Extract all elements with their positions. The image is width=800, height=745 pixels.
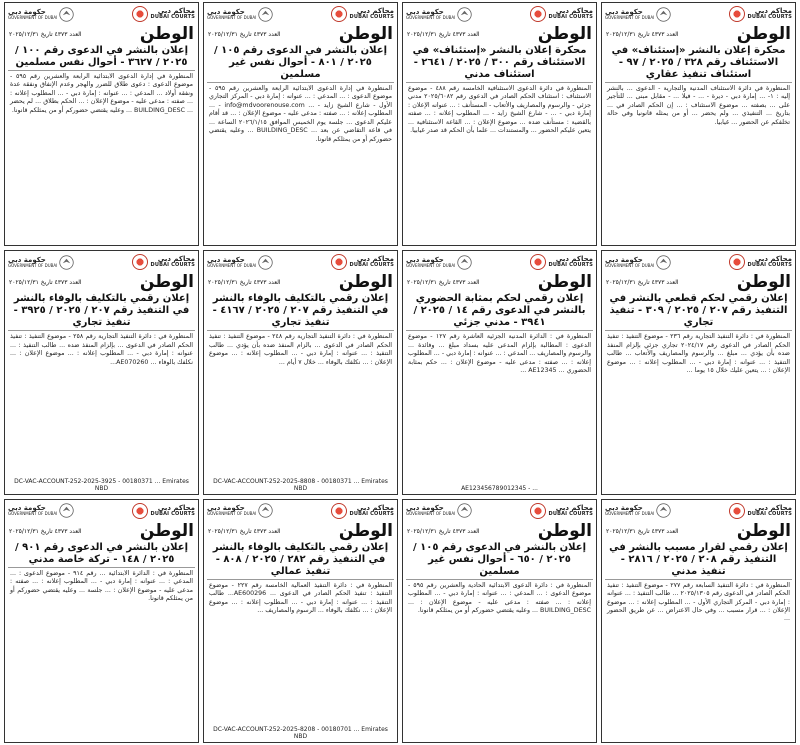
notice-body: المنظورة في : دائرة التنفيذ التجارية رقم ٢٥٨ - موضوع التنفيذ : تنفيذ الحكم الصادر في الدعوى ... بإلزام المنفذ ضده ... طالب التنفيذ : ... عنوانه : إمارة دبي - ... المطلوب إعلانه : ... موضوع الإعلان : ... نكلفك بالوفاء ... AE070260... — [10, 333, 193, 366]
government-logo — [207, 503, 273, 518]
notice-footer: DC-VAC-ACCOUNT-252-2025-8208 - 00180701 ... Emirates NBD — [213, 725, 388, 740]
courts-emblem-icon — [530, 254, 546, 270]
gov-name-en: GOVERNMENT OF DUBAI — [8, 262, 58, 268]
issue-line: العدد ٤٣٧٣ تاريخ ٢٠٢٥/١٢/٣١ — [9, 279, 82, 287]
gov-name-en: GOVERNMENT OF DUBAI — [406, 14, 456, 20]
issue-line: العدد ٤٣٧٣ تاريخ ٢٠٢٥/١٢/٣١ — [208, 527, 281, 535]
brand-title: الوطن — [537, 272, 592, 293]
falcon-emblem-icon — [258, 503, 273, 518]
notice-title: إعلان بالنشر في الدعوى رقم ٩٠١ / ٢٠٢٥ / ١٤٨ - تركة خاصة مدني — [8, 540, 195, 568]
notice-card — [601, 2, 796, 246]
brand-title: الوطن — [338, 520, 393, 541]
falcon-emblem-icon — [656, 503, 671, 518]
dubai-courts-logo — [132, 254, 195, 270]
brand-title: الوطن — [338, 24, 393, 44]
notice-title: إعلان رقمي بالتكليف بالوفاء بالنشر في التنفيذ رقم ٢٨٢ / ٢٠٢٥ / ٨٠٨ - تنفيذ عمالي — [207, 540, 394, 580]
brand-title: الوطن — [139, 24, 194, 44]
courts-emblem-icon — [530, 503, 546, 519]
court-name-ar: محاكم دبي — [754, 503, 792, 512]
notice-body: المنظورة في : دائرة التنفيذ العمالية الخامسة رقم ٢٢٧ - موضوع التنفيذ : تنفيذ الحكم الصادر في الدعوى ... AE600296... طالب التنفيذ : ... عنوانه : إمارة دبي - ... المطلوب إعلانه : ... موضوع الإعلان : ... نكلفك بالوفاء ... الرسوم والمصاريف ... — [209, 581, 392, 614]
court-name-ar: محاكم دبي — [157, 503, 195, 512]
notice-title: إعلان رقمي لحكم بمثابة الحضوري بالنشر في الدعوى رقم ١٤ / ٢٠٢٥ / ٣٩٤١ - مدني جزئي — [406, 291, 593, 331]
government-logo — [207, 7, 273, 22]
notice-title: إعلان رقمي بالتكليف بالوفاء بالنشر في التنفيذ رقم ٢٠٧ / ٢٠٢٥ / ٣٩٢٥ - تنفيذ تجاري — [8, 291, 195, 331]
gov-name-ar: حكومة دبي — [406, 7, 444, 16]
government-logo — [8, 7, 74, 22]
notice-title: إعلان بالنشر في الدعوى رقم ١٠٥ / ٢٠٢٥ / ٨٠١ - أحوال نفس غير مسلمين — [207, 43, 394, 83]
court-name-ar: محاكم دبي — [157, 255, 195, 264]
dubai-courts-logo — [530, 254, 593, 270]
issue-line: العدد ٤٣٧٣ تاريخ ٢٠٢٥/١٢/٣١ — [407, 279, 480, 287]
issue-line: العدد ٤٣٧٣ تاريخ ٢٠٢٥/١٢/٣١ — [208, 31, 281, 38]
courts-emblem-icon — [132, 503, 148, 519]
notice-body: المنظورة في : دائرة الدعوى الابتدائية الحادية والعشرين رقم ٥٩٥ - موضوع الدعوى : ... المدعي : ... عنوانه : إمارة دبي - ... المطلوب إعلانه : ... صفته : مدعى عليه - موضوع الإعلان : ... BUILDING_DESC ... وعليه يقتضي حضوركم أو من يمثلكم قانونا. — [408, 581, 592, 614]
government-logo — [605, 255, 671, 270]
court-name-en: DUBAI COURTS — [349, 262, 394, 269]
notice-footer: DC-VAC-ACCOUNT-252-2025-8808 - 00180371 ... Emirates NBD — [213, 477, 388, 492]
court-name-en: DUBAI COURTS — [747, 14, 792, 20]
gov-name-en: GOVERNMENT OF DUBAI — [207, 14, 257, 20]
court-name-ar: محاكم دبي — [356, 7, 394, 15]
government-logo — [8, 255, 74, 270]
falcon-emblem-icon — [656, 255, 671, 270]
dubai-courts-logo — [331, 254, 394, 270]
courts-emblem-icon — [331, 254, 347, 270]
gov-name-en: GOVERNMENT OF DUBAI — [406, 262, 456, 268]
notice-card — [203, 250, 398, 494]
issue-line: العدد ٤٣٧٣ تاريخ ٢٠٢٥/١٢/٣١ — [9, 527, 82, 535]
government-logo — [605, 7, 671, 22]
government-logo — [8, 503, 74, 518]
falcon-emblem-icon — [656, 7, 671, 22]
court-name-en: DUBAI COURTS — [150, 14, 195, 20]
brand-title: الوطن — [537, 24, 592, 44]
court-name-ar: محاكم دبي — [754, 255, 792, 264]
dubai-courts-logo — [132, 503, 195, 519]
court-name-en: DUBAI COURTS — [548, 262, 593, 269]
courts-emblem-icon — [331, 6, 347, 22]
brand-title: الوطن — [338, 272, 393, 293]
falcon-emblem-icon — [59, 255, 74, 270]
issue-line: العدد ٤٣٧٣ تاريخ ٢٠٢٥/١٢/٣١ — [606, 31, 679, 38]
government-logo — [406, 255, 472, 270]
courts-emblem-icon — [132, 254, 148, 270]
notice-card — [4, 250, 199, 494]
issue-line: العدد ٤٣٧٣ تاريخ ٢٠٢٥/١٢/٣١ — [606, 527, 679, 535]
issue-line: العدد ٤٣٧٣ تاريخ ٢٠٢٥/١٢/٣١ — [9, 31, 82, 38]
dubai-courts-logo — [132, 6, 195, 22]
falcon-emblem-icon — [258, 255, 273, 270]
notice-card — [4, 2, 199, 246]
notice-body: المنظورة في : الدائرة المدنية الجزئية العاشرة رقم ١٢٧ - موضوع الدعوى : المطالبة بإلزام المدعى عليه بسداد مبلغ ... وفائدة ... والرسوم والمصاريف ... المدعي : ... عنوانه : إمارة دبي - ... المطلوب إعلانه : ... صفته : مدعى عليه - موضوع الإعلان : ... حكم بمثابة الحضوري ... AE12345 ... — [408, 333, 592, 375]
issue-line: العدد ٤٣٧٣ تاريخ ٢٠٢٥/١٢/٣١ — [407, 527, 480, 535]
government-logo — [605, 503, 671, 518]
government-logo — [207, 255, 273, 270]
notice-footer: DC-VAC-ACCOUNT-252-2025-3925 - 00180371 ... Emirates NBD — [14, 477, 189, 492]
gov-name-ar: حكومة دبي — [406, 504, 444, 513]
court-name-ar: محاكم دبي — [356, 255, 394, 264]
gov-name-en: GOVERNMENT OF DUBAI — [8, 511, 58, 517]
courts-emblem-icon — [729, 503, 745, 519]
gov-name-en: GOVERNMENT OF DUBAI — [605, 511, 655, 517]
notice-card — [4, 499, 199, 743]
court-name-ar: محاكم دبي — [555, 255, 593, 264]
court-name-en: DUBAI COURTS — [349, 14, 394, 20]
court-name-en: DUBAI COURTS — [349, 510, 394, 517]
gov-name-ar: حكومة دبي — [207, 255, 245, 264]
notice-title: إعلان رقمي لحكم قطعي بالنشر في التنفيذ رقم ٢٠٧ / ٢٠٢٥ / ٣٠٩ - تنفيذ تجاري — [605, 291, 792, 331]
gov-name-en: GOVERNMENT OF DUBAI — [8, 14, 58, 20]
notice-title: إعلان بالنشر في الدعوى رقم ١٠٥ / ٢٠٢٥ / ٦٥٠ - أحوال نفس غير مسلمين — [406, 540, 593, 580]
falcon-emblem-icon — [59, 7, 74, 22]
court-name-en: DUBAI COURTS — [548, 14, 593, 20]
notice-body: المنظورة في : دائرة التنفيذ التجارية رقم ٢٣٦ - موضوع التنفيذ : تنفيذ الحكم الصادر في الدعوى رقم ٢٠٢٤/١٧ تجاري جزئي بإلزام المنفذ ضده بأن يؤدي ... مبلغ ... والرسوم والمصاريف والأتعاب ... طالب التنفيذ : ... عنوانه : إمارة دبي - ... المطلوب إعلانه : ... موضوع الإعلان : ... يتعين عليك خلال ١٥ يوما ... — [607, 333, 790, 375]
government-logo — [406, 503, 472, 518]
notice-card — [601, 499, 796, 743]
notice-card — [601, 250, 796, 494]
gov-name-en: GOVERNMENT OF DUBAI — [605, 262, 655, 268]
brand-title: الوطن — [736, 520, 791, 541]
court-name-en: DUBAI COURTS — [747, 510, 792, 517]
dubai-courts-logo — [729, 503, 792, 519]
gov-name-en: GOVERNMENT OF DUBAI — [605, 14, 655, 20]
falcon-emblem-icon — [457, 7, 472, 22]
gov-name-en: GOVERNMENT OF DUBAI — [406, 511, 456, 517]
court-name-en: DUBAI COURTS — [150, 262, 195, 269]
notice-header — [602, 3, 795, 23]
dubai-courts-logo — [331, 6, 394, 22]
notice-card — [203, 2, 398, 246]
court-name-ar: محاكم دبي — [555, 7, 593, 15]
dubai-courts-logo — [729, 254, 792, 270]
notice-body: المنظورة في : الدائرة الابتدائية ... رقم ٩١٤ - موضوع الدعوى : ... المدعي : ... عنوانه : إمارة دبي - ... المطلوب إعلانه : ... صفته : مدعى عليه - موضوع الإعلان : ... جلسة ... وعليه يقتضي حضوركم أو من يمثلكم قانونا. — [10, 569, 193, 602]
courts-emblem-icon — [530, 6, 546, 22]
notice-title: محكرة إعلان بالنشر «إستئناف» في الاستئناف رقم ٣٠٠ / ٢٠٢٥ / ٢٦٤١ - استئناف مدني — [406, 43, 593, 83]
gov-name-ar: حكومة دبي — [605, 504, 643, 513]
notice-body: المنظورة في : دائرة التنفيذ التجارية رقم ٢٤٨ - موضوع التنفيذ : تنفيذ الحكم الصادر في الدعوى ... بالزام المنفذ ضده بأن يؤدي ... طالب التنفيذ : ... عنوانه : إمارة دبي - ... المطلوب إعلانه : ... موضوع الإعلان : ... نكلفك بالوفاء ... خلال ٧ أيام ... — [209, 333, 392, 366]
court-name-ar: محاكم دبي — [356, 503, 394, 512]
notice-body: المنظورة في دائرة الاستئناف المدنية والتجارية - الدعوى ... بالنشر إليه : ١- ... إمارة دبي - ديرة - ... - فيلا ... - مقابل مبنى ... للتأجير على ... بصفته ... موضوع الاستئناف : ... إن الحكم الصادر في ... بتاريخ ... التنفيذي ... ولم يحضر ... أو من يمثله قانونيا وفي حالة تخلفكم عن الحضور ... غيابيا. — [607, 85, 790, 126]
courts-emblem-icon — [729, 6, 745, 22]
notice-body: المنظورة في دائرة الدعوى الاستئنافية الخامسة رقم ٤٨٨ - موضوع الاستئناف : استئناف الحكم الصادر في الدعوى رقم ٢٠٢٥/٦٠٨٢ مدني جزئي - والرسوم والمصاريف والأتعاب - المستأنف : ... عنوانه الإعلان : إمارة دبي - ... - شارع الشيخ زايد - ... المطلوب إعلانه : ... صفته بالقضية : مستأنف ضده ... موضوع الإعلان : ... القاعة الاستئنافية ... يتعين عليكم الحضور ... والمستندات ... علما بأن الحكم قد صدر غيابيا. — [408, 85, 591, 135]
gov-name-ar: حكومة دبي — [406, 255, 444, 264]
notice-body: المنظورة في إدارة الدعوى الابتدائية الرابعة والعشرين رقم ٥٩٥ - موضوع الدعوى : دعوى طلاق للضرر والهجر وعدم الإنفاق ونفقة عدة ونفقة أولاد ... المدعي : ... عنوانه : إمارة دبي - ... المطلوب إعلانه : ... صفته : مدعى عليه - موضوع الإعلان : ... الحكم بطلاق ... لم يحضر ... BUILDING_DESC ... وعليه يقتضي حضوركم أو من يمثلكم قانونا. — [10, 73, 193, 114]
notice-title: محكرة إعلان بالنشر «إستئناف» في الاستئناف رقم ٣٢٨ / ٢٠٢٥ / ٩٧ - استئناف تنفيذ عقاري — [605, 43, 792, 83]
issue-line: العدد ٤٣٧٣ تاريخ ٢٠٢٥/١٢/٣١ — [606, 279, 679, 287]
dubai-courts-logo — [729, 6, 792, 22]
court-name-en: DUBAI COURTS — [150, 510, 195, 517]
notice-card — [203, 499, 398, 743]
courts-emblem-icon — [331, 503, 347, 519]
falcon-emblem-icon — [457, 255, 472, 270]
brand-title: الوطن — [537, 520, 592, 541]
falcon-emblem-icon — [258, 7, 273, 22]
notice-body: المنظورة في إدارة الدعوى الابتدائية الرابعة والعشرين رقم ٥٩٥ - موضوع الدعوى : ... المدعي : ... عنوانه : إمارة دبي - المركز التجاري الأول - شارع الشيخ زايد - ... info@mdvoorenouse.com - ... المطلوب إعلانه : ... صفته : مدعى عليه - موضوع الإعلان : ... قد أقام عليكم الدعوى ... جلسة يوم الخميس الموافق ٢٠٢٦/١/١٥ الساعة ... في قاعة التقاضي عن بعد ... BUILDING_DESC ... وعليه يقتضي حضوركم أو من يمثلكم قانونا. — [209, 85, 393, 143]
gov-name-ar: حكومة دبي — [8, 255, 46, 264]
gov-name-ar: حكومة دبي — [207, 7, 245, 16]
notice-footer: AE123456789012345 - ... — [461, 484, 538, 492]
issue-line: العدد ٤٣٧٣ تاريخ ٢٠٢٥/١٢/٣١ — [407, 31, 480, 38]
brand-title: الوطن — [139, 272, 194, 293]
brand-title: الوطن — [139, 520, 194, 541]
notice-card — [402, 2, 597, 246]
government-logo — [406, 7, 472, 22]
gov-name-en: GOVERNMENT OF DUBAI — [207, 511, 257, 517]
gov-name-ar: حكومة دبي — [207, 504, 245, 513]
notice-title: إعلان بالنشر في الدعوى رقم ١٠٠ / ٢٠٢٥ / ٣٦٢٧ - أحوال نفس مسلمين — [8, 43, 195, 71]
dubai-courts-logo — [530, 503, 593, 519]
brand-title: الوطن — [736, 24, 791, 44]
gov-name-ar: حكومة دبي — [8, 7, 46, 16]
court-name-en: DUBAI COURTS — [548, 510, 593, 517]
notice-title: إعلان رقمي لقرار مسبب بالنشر في التنفيذ رقم ٢٠٨ / ٢٠٢٥ / ٢٨١٦ - تنفيذ مدني — [605, 540, 792, 580]
gov-name-ar: حكومة دبي — [605, 255, 643, 264]
notice-body: المنظورة في : دائرة التنفيذ السابعة رقم ٢٧٧ - موضوع التنفيذ : تنفيذ الحكم الصادر في الدعوى رقم ٢٠٢٥/١٣٠٥ ... طالب التنفيذ : ... عنوانه : إمارة دبي - المركز التجاري الأول - ... المطلوب إعلانه : ... موضوع الإعلان : ... قرار مسبب ... وفي حال الاعتراض ... عن طريق الحضور ... — [607, 581, 790, 623]
court-name-ar: محاكم دبي — [555, 503, 593, 512]
courts-emblem-icon — [729, 254, 745, 270]
brand-title: الوطن — [736, 272, 791, 293]
notice-title: إعلان رقمي بالتكليف بالوفاء بالنشر في التنفيذ رقم ٢٠٧ / ٢٠٢٥ / ٤١٦٧ - تنفيذ تجاري — [207, 291, 394, 331]
court-name-ar: محاكم دبي — [157, 7, 195, 15]
notice-card — [402, 499, 597, 743]
gov-name-en: GOVERNMENT OF DUBAI — [207, 262, 257, 268]
courts-emblem-icon — [132, 6, 148, 22]
dubai-courts-logo — [331, 503, 394, 519]
issue-line: العدد ٤٣٧٣ تاريخ ٢٠٢٥/١٢/٣١ — [208, 279, 281, 287]
court-name-ar: محاكم دبي — [754, 7, 792, 15]
notices-grid — [4, 2, 796, 743]
notice-card — [402, 250, 597, 494]
court-name-en: DUBAI COURTS — [747, 262, 792, 269]
gov-name-ar: حكومة دبي — [8, 504, 46, 513]
dubai-courts-logo — [530, 6, 593, 22]
gov-name-ar: حكومة دبي — [605, 7, 643, 16]
falcon-emblem-icon — [457, 503, 472, 518]
falcon-emblem-icon — [59, 503, 74, 518]
